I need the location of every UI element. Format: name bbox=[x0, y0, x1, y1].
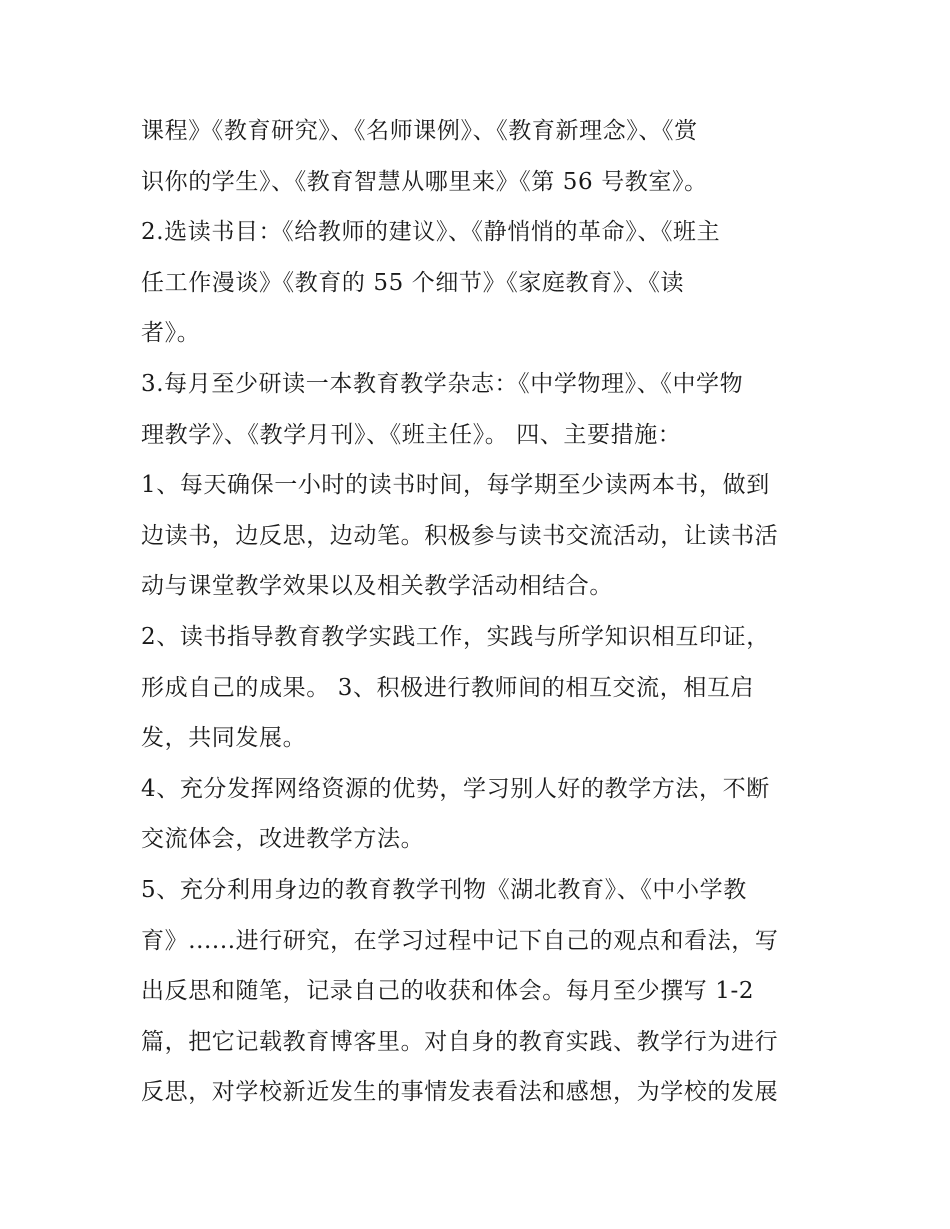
text-line: 2.选读书目：《给教师的建议》、《静悄悄的革命》、《班主 bbox=[141, 219, 721, 246]
text-line: 4、充分发挥网络资源的优势，学习别人好的教学方法，不断 bbox=[141, 775, 770, 802]
text-line: 5、充分利用身边的教育教学刊物《湖北教育》、《中小学教 bbox=[141, 876, 747, 903]
text-line: 者》。 bbox=[141, 320, 201, 347]
text-line: 反思，对学校新近发生的事情发表看法和感想，为学校的发展 bbox=[141, 1079, 779, 1106]
text-line: 篇，把它记载教育博客里。对自身的教育实践、教学行为进行 bbox=[141, 1028, 779, 1055]
body-text bbox=[141, 106, 821, 1118]
text-line: 动与课堂教学效果以及相关教学活动相结合。 bbox=[141, 573, 613, 600]
text-line: 出反思和随笔，记录自己的收获和体会。每月至少撰写 1-2 bbox=[141, 978, 755, 1005]
text-line: 1、每天确保一小时的读书时间，每学期至少读两本书，做到 bbox=[141, 472, 770, 499]
text-line: 识你的学生》、《教育智慧从哪里来》《第 56 号教室》。 bbox=[141, 168, 708, 195]
text-line: 边读书，边反思，边动笔。积极参与读书交流活动，让读书活 bbox=[141, 522, 779, 549]
text-line: 课程》《教育研究》、《名师课例》、《教育新理念》、《赏 bbox=[141, 118, 698, 144]
text-line: 3.每月至少研读一本教育教学杂志：《中学物理》、《中学物 bbox=[141, 370, 744, 397]
text-line: 任工作漫谈》《教育的 55 个细节》《家庭教育》、《读 bbox=[141, 269, 685, 296]
text-line: 交流体会，改进教学方法。 bbox=[141, 826, 425, 853]
text-line: 发，共同发展。 bbox=[141, 725, 307, 752]
text-line: 形成自己的成果。 3、积极进行教师间的相互交流，相互启 bbox=[141, 674, 755, 701]
text-line: 理教学》、《教学月刊》、《班主任》。 四、主要措施： bbox=[141, 421, 682, 448]
text-line: 2、读书指导教育教学实践工作，实践与所学知识相互印证， bbox=[141, 623, 770, 650]
text-line: 育》......进行研究，在学习过程中记下自己的观点和看法，写 bbox=[141, 927, 779, 954]
